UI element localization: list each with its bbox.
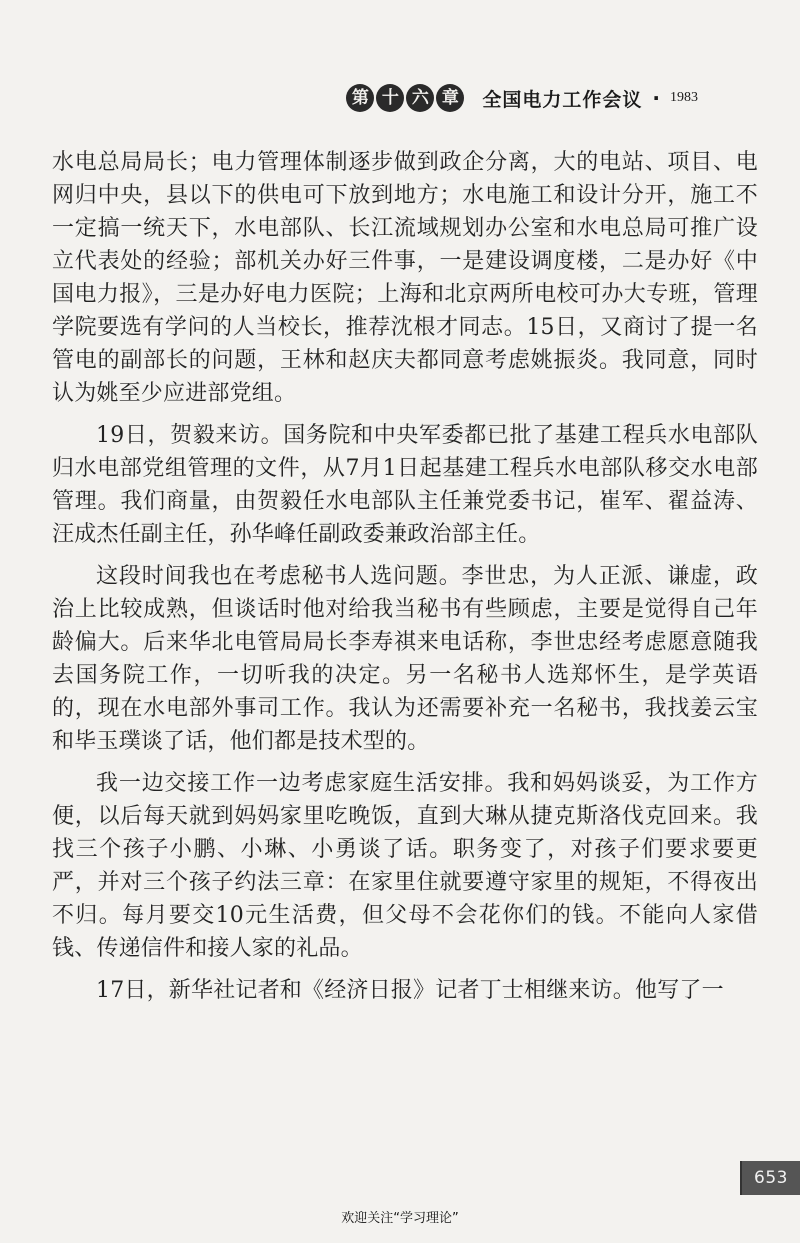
- chapter-char: 六: [406, 84, 434, 112]
- chapter-badge: [346, 84, 464, 112]
- running-header: [346, 84, 698, 112]
- chapter-char: 第: [346, 84, 374, 112]
- paragraph-2: 19日，贺毅来访。国务院和中央军委都已批了基建工程兵水电部队归水电部党组管理的文件，从7月1日起基建工程兵水电部队移交水电部管理。我们商量，由贺毅任水电部队主任兼党委书记，崔军、翟益涛、汪成杰任副主任，孙华峰任副政委兼政治部主任。: [52, 423, 758, 547]
- paragraph-4: 我一边交接工作一边考虑家庭生活安排。我和妈妈谈妥，为工作方便，以后每天就到妈妈家里吃晚饭，直到大琳从捷克斯洛伐克回来。我找三个孩子小鹏、小琳、小勇谈了话。职务变了，对孩子们要求要更严，并对三个孩子约法三章：在家里住就要遵守家里的规矩，不得夜出不归。每月要交10元生活费，但父母不会花你们的钱。不能向人家借钱、传递信件和接人家的礼品。: [52, 771, 758, 961]
- page-number-tab: [740, 1161, 800, 1195]
- paragraph-1: 水电总局局长；电力管理体制逐步做到政企分离，大的电站、项目、电网归中央，县以下的供电可下放到地方；水电施工和设计分开，施工不一定搞一统天下，水电部队、长江流域规划办公室和水电总局可推广设立代表处的经验；部机关办好三件事，一是建设调度楼，二是办好《中国电力报》，三是办好电力医院；上海和北京两所电校可办大专班，管理学院要选有学问的人当校长，推荐沈根才同志。15日，又商讨了提一名管电的副部长的问题，王林和赵庆夫都同意考虑姚振炎。我同意，同时认为姚至少应进部党组。: [52, 150, 758, 406]
- body-text: [52, 146, 758, 1016]
- chapter-char: 章: [436, 84, 464, 112]
- chapter-title: 全国电力工作会议: [482, 88, 643, 111]
- chapter-char: 十: [376, 84, 404, 112]
- chapter-year: 1983: [670, 90, 698, 105]
- footer-note: 欢迎关注“学习理论”: [341, 1211, 459, 1226]
- paragraph-3: 这段时间我也在考虑秘书人选问题。李世忠，为人正派、谦虚，政治上比较成熟，但谈话时他对给我当秘书有些顾虑，主要是觉得自己年龄偏大。后来华北电管局局长李寿祺来电话称，李世忠经考虑愿意随我去国务院工作，一切听我的决定。另一名秘书人选郑怀生，是学英语的，现在水电部外事司工作。我认为还需要补充一名秘书，我找姜云宝和毕玉璞谈了话，他们都是技术型的。: [52, 564, 758, 754]
- page-number: 653: [754, 1168, 788, 1188]
- paragraph-5: 17日，新华社记者和《经济日报》记者丁士相继来访。他写了一: [96, 978, 724, 1003]
- header-separator: ·: [652, 86, 660, 110]
